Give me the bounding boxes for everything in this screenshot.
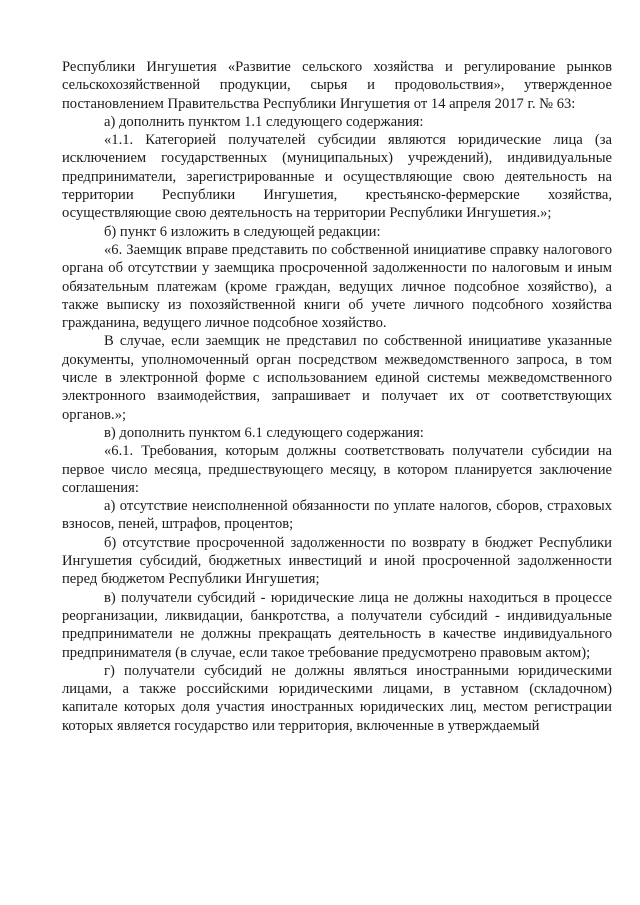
paragraph-clause-6-1: «6.1. Требования, которым должны соответствовать получатели субсидии на первое число месяца, предшествующего месяцу, в котором планируется заключение соглашения: [62,443,612,496]
paragraph-clause-1-1: «1.1. Категорией получателей субсидии являются юридические лица (за исключением государственных (муниципальных) учреждений), индивидуальные предприниматели, зарегистрированные и осуществляющие свою деятельность на территории Республики Ингушетия, крестьянско-фермерские хозяйства, осуществляющие свою деятельность на территории Республики Ингушетия.»; [62,132,612,222]
paragraph-requirement-b: б) отсутствие просроченной задолженности по возврату в бюджет Республики Ингушетия субсидий, бюджетных инвестиций и иной просроченной задолженности перед бюджетом Республики Ингушетия; [62,534,612,588]
paragraph-item-v: в) дополнить пунктом 6.1 следующего содержания: [104,424,424,441]
paragraph-item-a: а) дополнить пунктом 1.1 следующего содержания: [104,113,424,130]
paragraph-item-b: б) пункт 6 изложить в следующей редакции: [104,223,381,240]
paragraph-requirement-v: в) получатели субсидий - юридические лица не должны находиться в процессе реорганизации, ликвидации, банкротства, а получатели субсидий - индивидуальные предприниматели не должны прекращать деятельность в качестве индивидуального предпринимателя (в случае, если такое требование предусмотрено правовым актом); [62,589,612,661]
document-page [62,58,612,735]
paragraph-requirement-g: г) получатели субсидий не должны являться иностранными юридическими лицами, а также российскими юридическими лицами, в уставном (складочном) капитале которых доля участия иностранных юридических лиц, местом регистрации которых является государство или территория, включенные в утверждаемый [62,662,612,734]
paragraph-requirement-a: а) отсутствие неисполненной обязанности по уплате налогов, сборов, страховых взносов, пеней, штрафов, процентов; [62,498,612,533]
paragraph-program-title-continuation: Республики Ингушетия «Развитие сельского хозяйства и регулирование рынков сельскохозяйственной продукции, сырья и продовольствия», утвержденное постановлением Правительства Республики Ингушетия от 14 апреля 2017 г. № 63: [62,59,612,112]
paragraph-clause-6-continued: В случае, если заемщик не представил по собственной инициативе указанные документы, уполномоченный орган посредством межведомственного запроса, в том числе в электронной форме с использованием единой системы межведомственного электронного взаимодействия, запрашивает и получает их от соответствующих органов.»; [62,333,612,423]
paragraph-clause-6: «6. Заемщик вправе представить по собственной инициативе справку налогового органа об отсутствии у заемщика просроченной задолженности по налоговым и иным обязательным платежам (кроме граждан, ведущих личное подсобное хозяйство), а также выписку из похозяйственной книги об учете личного подсобного хозяйства гражданина, ведущего личное подсобное хозяйство. [62,241,612,332]
